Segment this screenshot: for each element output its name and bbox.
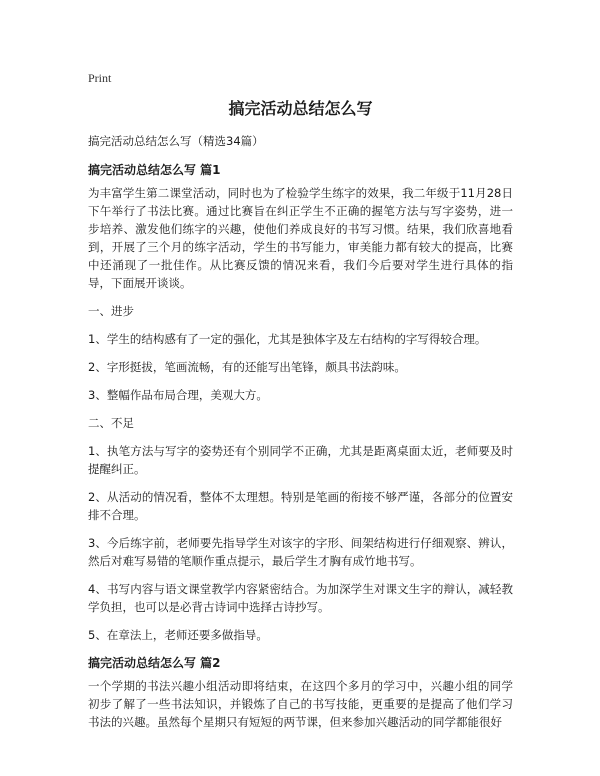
section-1-shortcoming-item-5: 5、在章法上，老师还要多做指导。 [88, 628, 268, 642]
document-page [88, 70, 513, 741]
section-1-shortcoming-item-4: 4、书写内容与语文课堂教学内容紧密结合。为加深学生对课文生字的辩认，减轻教学负担，也可以是必背古诗词中选择古诗抄写。 [88, 582, 513, 614]
page-title: 搞完活动总结怎么写 [228, 99, 373, 118]
print-label[interactable]: Print [88, 71, 112, 85]
section-1-heading-shortcomings: 二、不足 [88, 416, 134, 430]
section-heading-2: 搞完活动总结怎么写 篇2 [88, 656, 221, 670]
section-1-progress-item-2: 2、字形挺拔，笔画流畅，有的还能写出笔锋，颇具书法韵味。 [88, 360, 406, 374]
section-1-progress-item-3: 3、整幅作品布局合理，美观大方。 [88, 388, 268, 402]
section-2-intro-paragraph: 一个学期的书法兴趣小组活动即将结束，在这四个多月的学习中，兴趣小组的同学初步了解了一些书法知识，并锻炼了自己的书写技能，更重要的是提高了他们学习书法的兴趣。虽然每个星期只有短短的两节课，但来参加兴趣活动的同学都能很好 [88, 679, 513, 729]
section-1-shortcoming-item-2: 2、从活动的情况看，整体不太理想。特别是笔画的衔接不够严谨，各部分的位置安排不合理。 [88, 490, 513, 522]
section-1-heading-progress: 一、进步 [88, 304, 134, 318]
document-subtitle: 搞完活动总结怎么写（精选34篇） [88, 134, 264, 148]
section-heading-1: 搞完活动总结怎么写 篇1 [88, 163, 221, 177]
section-1-progress-item-1: 1、学生的结构感有了一定的强化，尤其是独体字及左右结构的字写得较合理。 [88, 332, 487, 346]
section-1-intro-paragraph: 为丰富学生第二课堂活动，同时也为了检验学生练字的效果，我二年级于11月28日下午举行了书法比赛。通过比赛旨在纠正学生不正确的握笔方法与写字姿势，进一步培养、激发他们练字的兴趣，使他们养成良好的书写习惯。结果，我们欣喜地看到，开展了三个月的练字活动，学生的书写能力，审美能力都有较大的提高，比赛中还涌现了一批佳作。从比赛反馈的情况来看，我们今后要对学生进行具体的指导，下面展开谈谈。 [88, 186, 513, 290]
section-1-shortcoming-item-3: 3、今后练字前，老师要先指导学生对该字的字形、间架结构进行仔细观察、辨认，然后对难写易错的笔顺作重点提示，最后学生才胸有成竹地书写。 [88, 536, 513, 568]
section-1-shortcoming-item-1: 1、执笔方法与写字的姿势还有个别同学不正确，尤其是距离桌面太近，老师要及时提醒纠正。 [88, 444, 513, 476]
